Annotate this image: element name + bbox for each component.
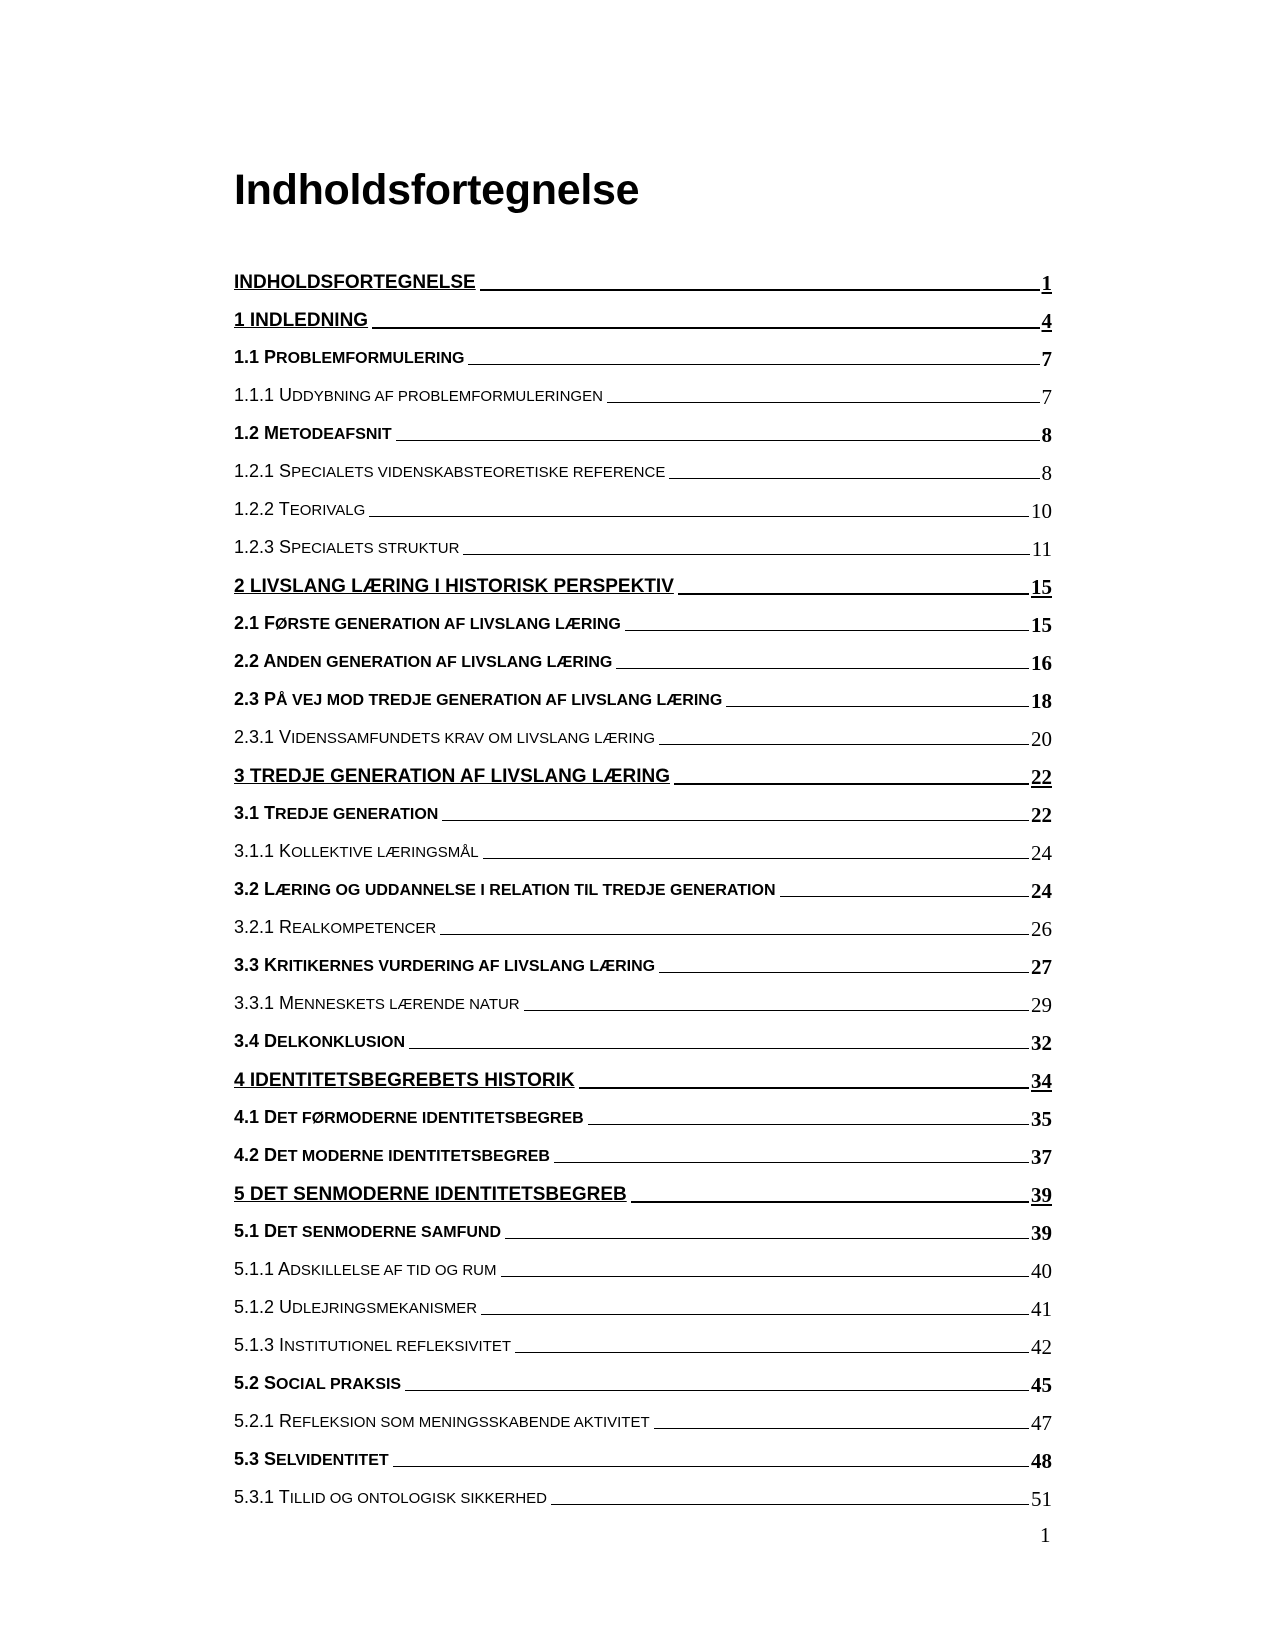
toc-entry-initial: S bbox=[279, 537, 292, 557]
toc-entry-page: 22 bbox=[1031, 765, 1052, 789]
toc-entry-page: 18 bbox=[1031, 689, 1052, 713]
toc-entry-text: NSTITUTIONEL REFLEKSIVITET bbox=[284, 1338, 512, 1355]
toc-leader-line bbox=[440, 933, 1029, 935]
toc-entry-page: 24 bbox=[1031, 841, 1052, 865]
toc-entry-text: PECIALETS VIDENSKABSTEORETISKE REFERENCE bbox=[291, 464, 666, 481]
toc-entry-text: RITIKERNES VURDERING AF LIVSLANG LÆRING bbox=[277, 958, 656, 975]
toc-entry-number: 3.3 bbox=[234, 955, 265, 975]
toc-entry-page: 15 bbox=[1031, 575, 1052, 599]
toc-entry[interactable] bbox=[234, 408, 1052, 446]
toc-entry-initial: P bbox=[264, 347, 277, 367]
toc-leader-line bbox=[442, 819, 1029, 821]
toc-entry-page: 7 bbox=[1041, 385, 1052, 409]
toc-entry-text: 5 DET SENMODERNE IDENTITETSBEGREB bbox=[234, 1184, 627, 1205]
toc-entry-label bbox=[234, 1220, 501, 1244]
toc-entry[interactable] bbox=[234, 1472, 1052, 1510]
toc-entry-text: ILLID OG ONTOLOGISK SIKKERHED bbox=[289, 1490, 548, 1507]
toc-leader-line bbox=[393, 1465, 1029, 1467]
toc-entry-initial: T bbox=[278, 499, 290, 519]
toc-entry-initial: M bbox=[279, 993, 295, 1013]
toc-entry-text: ELKONKLUSION bbox=[277, 1034, 406, 1051]
toc-entry[interactable] bbox=[234, 1130, 1052, 1168]
toc-entry[interactable] bbox=[234, 332, 1052, 370]
toc-entry-page: 41 bbox=[1031, 1297, 1052, 1321]
toc-entry-label bbox=[234, 1448, 389, 1472]
toc-entry-initial: D bbox=[264, 1107, 278, 1127]
toc-leader-line bbox=[659, 971, 1029, 973]
toc-leader-line bbox=[515, 1351, 1029, 1353]
toc-entry-initial: I bbox=[279, 1335, 285, 1355]
toc-entry-page: 39 bbox=[1031, 1183, 1052, 1207]
toc-entry[interactable] bbox=[234, 1016, 1052, 1054]
toc-entry[interactable] bbox=[234, 1434, 1052, 1472]
toc-entry-text: ELVIDENTITET bbox=[276, 1452, 389, 1469]
toc-entry-text: ROBLEMFORMULERING bbox=[276, 350, 465, 367]
toc-leader-line bbox=[780, 895, 1030, 897]
toc-entry-number: 2.2 bbox=[234, 651, 264, 671]
toc-leader-line bbox=[480, 288, 1040, 291]
toc-entry[interactable] bbox=[234, 294, 1052, 332]
toc-entry-initial: P bbox=[264, 689, 277, 709]
toc-entry-initial: M bbox=[264, 423, 280, 443]
toc-entry-number: 5.1.3 bbox=[234, 1335, 280, 1355]
toc-entry-label bbox=[234, 460, 665, 484]
toc-entry-page: 34 bbox=[1031, 1069, 1052, 1093]
toc-entry-page: 48 bbox=[1031, 1449, 1052, 1473]
toc-entry-label bbox=[234, 576, 674, 598]
toc-entry[interactable] bbox=[234, 940, 1052, 978]
toc-entry-label bbox=[234, 612, 621, 636]
toc-entry-label bbox=[234, 1372, 401, 1396]
toc-entry-page: 22 bbox=[1031, 803, 1052, 827]
toc-entry-number: 5.1 bbox=[234, 1221, 265, 1241]
toc-entry-text: DSKILLELSE AF TID OG RUM bbox=[290, 1262, 497, 1279]
toc-entry-page: 37 bbox=[1031, 1145, 1052, 1169]
toc-entry-label bbox=[234, 992, 520, 1016]
toc-entry-page: 10 bbox=[1031, 499, 1052, 523]
toc-entry-initial: R bbox=[279, 917, 293, 937]
toc-entry-label bbox=[234, 1410, 650, 1434]
toc-entry-initial: T bbox=[278, 1487, 290, 1507]
toc-entry-number: 1.2.3 bbox=[234, 537, 280, 557]
toc-entry-text: EALKOMPETENCER bbox=[292, 920, 437, 937]
toc-entry-label bbox=[234, 422, 392, 446]
toc-entry-text: INDHOLDSFORTEGNELSE bbox=[234, 272, 476, 293]
toc-entry-initial: A bbox=[263, 651, 277, 671]
toc-entry-initial: A bbox=[278, 1259, 291, 1279]
toc-entry-initial: S bbox=[264, 1373, 277, 1393]
toc-leader-line bbox=[654, 1427, 1029, 1429]
toc-entry[interactable] bbox=[234, 446, 1052, 484]
toc-entry-initial: F bbox=[264, 613, 276, 633]
toc-entry-page: 27 bbox=[1031, 955, 1052, 979]
toc-entry-page: 4 bbox=[1041, 309, 1052, 333]
toc-leader-line bbox=[726, 705, 1029, 707]
toc-entry-page: 51 bbox=[1031, 1487, 1052, 1511]
toc-entry-text: ØRSTE GENERATION AF LIVSLANG LÆRING bbox=[275, 616, 621, 633]
toc-entry-text: ETODEAFSNIT bbox=[279, 426, 392, 443]
toc-entry-text: DDYBNING AF PROBLEMFORMULERINGEN bbox=[292, 388, 603, 405]
toc-entry-page: 11 bbox=[1031, 537, 1052, 561]
toc-leader-line bbox=[669, 477, 1039, 479]
toc-entry-page: 47 bbox=[1031, 1411, 1052, 1435]
toc-entry-number: 1.1 bbox=[234, 347, 265, 367]
toc-leader-line bbox=[505, 1237, 1029, 1239]
toc-entry[interactable] bbox=[234, 1054, 1052, 1092]
toc-entry-text: ENNESKETS LÆRENDE NATUR bbox=[294, 996, 520, 1013]
toc-leader-line bbox=[616, 667, 1029, 669]
toc-entry-text: ET MODERNE IDENTITETSBEGREB bbox=[277, 1148, 550, 1165]
toc-leader-line bbox=[625, 629, 1029, 631]
toc-entry-initial: T bbox=[264, 803, 276, 823]
toc-entry-number: 3.2 bbox=[234, 879, 265, 899]
toc-entry[interactable] bbox=[234, 1358, 1052, 1396]
toc-entry-text: 3 TREDJE GENERATION AF LIVSLANG LÆRING bbox=[234, 766, 670, 787]
toc-entry-label bbox=[234, 1296, 477, 1320]
toc-entry-text: 4 IDENTITETSBEGREBETS HISTORIK bbox=[234, 1070, 575, 1091]
toc-entry-page: 42 bbox=[1031, 1335, 1052, 1359]
toc-entry-text: NDEN GENERATION AF LIVSLANG LÆRING bbox=[276, 654, 613, 671]
toc-entry-page: 1 bbox=[1041, 271, 1052, 295]
toc-entry-text: EORIVALG bbox=[289, 502, 366, 519]
toc-entry-page: 16 bbox=[1031, 651, 1052, 675]
toc-entry-text: 1 INDLEDNING bbox=[234, 310, 369, 331]
toc-entry[interactable] bbox=[234, 712, 1052, 750]
toc-entry-page: 39 bbox=[1031, 1221, 1052, 1245]
toc-entry-page: 40 bbox=[1031, 1259, 1052, 1283]
toc-entry-text: OLLEKTIVE LÆRINGSMÅL bbox=[291, 844, 479, 861]
toc-entry-number: 4.1 bbox=[234, 1107, 265, 1127]
toc-entry[interactable] bbox=[234, 1168, 1052, 1206]
toc-entry-initial: D bbox=[264, 1221, 278, 1241]
toc-entry-label bbox=[234, 840, 479, 864]
toc-leader-line bbox=[554, 1161, 1029, 1163]
toc-entry-page: 8 bbox=[1041, 423, 1052, 447]
toc-entry-label bbox=[234, 536, 459, 560]
toc-entry[interactable] bbox=[234, 1206, 1052, 1244]
toc-leader-line bbox=[372, 326, 1039, 329]
toc-entry-number: 2.3.1 bbox=[234, 727, 280, 747]
toc-entry-initial: D bbox=[264, 1031, 278, 1051]
toc-entry[interactable] bbox=[234, 560, 1052, 598]
toc-leader-line bbox=[405, 1389, 1029, 1391]
toc-entry-text: IDENSSAMFUNDETS KRAV OM LIVSLANG LÆRING bbox=[291, 730, 656, 747]
toc-entry-label bbox=[234, 1070, 575, 1092]
toc-entry[interactable] bbox=[234, 1282, 1052, 1320]
toc-entry-text: 2 LIVSLANG LÆRING I HISTORISK PERSPEKTIV bbox=[234, 576, 674, 597]
toc-leader-line bbox=[483, 857, 1029, 859]
toc-entry-initial: D bbox=[264, 1145, 278, 1165]
toc-entry-label bbox=[234, 384, 603, 408]
toc-entry[interactable] bbox=[234, 826, 1052, 864]
toc-entry-initial: L bbox=[264, 879, 276, 899]
toc-entry-page: 35 bbox=[1031, 1107, 1052, 1131]
toc-entry-initial: V bbox=[279, 727, 292, 747]
toc-entry-number: 5.3.1 bbox=[234, 1487, 279, 1507]
toc-entry-initial: K bbox=[264, 955, 278, 975]
toc-entry-page: 24 bbox=[1031, 879, 1052, 903]
toc-entry-label bbox=[234, 1106, 584, 1130]
toc-entry-number: 5.1.1 bbox=[234, 1259, 279, 1279]
toc-entry-initial: U bbox=[279, 1297, 293, 1317]
toc-entry-number: 5.2.1 bbox=[234, 1411, 280, 1431]
toc-leader-line bbox=[659, 743, 1029, 745]
toc-entry-page: 32 bbox=[1031, 1031, 1052, 1055]
page-title: Indholdsfortegnelse bbox=[234, 166, 640, 214]
toc-entry[interactable] bbox=[234, 674, 1052, 712]
toc-entry-page: 8 bbox=[1041, 461, 1052, 485]
toc-leader-line bbox=[631, 1200, 1029, 1203]
toc-entry-number: 5.3 bbox=[234, 1449, 265, 1469]
toc-entry-page: 45 bbox=[1031, 1373, 1052, 1397]
toc-entry[interactable] bbox=[234, 522, 1052, 560]
toc-entry-initial: K bbox=[279, 841, 292, 861]
toc-leader-line bbox=[678, 592, 1029, 595]
toc-entry-text: Å VEJ MOD TREDJE GENERATION AF LIVSLANG LÆRING bbox=[276, 692, 723, 709]
toc-entry-text: ET FØRMODERNE IDENTITETSBEGREB bbox=[277, 1110, 584, 1127]
toc-entry-number: 5.1.2 bbox=[234, 1297, 280, 1317]
toc-entry[interactable] bbox=[234, 370, 1052, 408]
toc-entry-number: 2.1 bbox=[234, 613, 265, 633]
toc-entry-number: 1.2.2 bbox=[234, 499, 279, 519]
toc-entry[interactable] bbox=[234, 1396, 1052, 1434]
toc-leader-line bbox=[607, 401, 1040, 403]
page-number: 1 bbox=[1040, 1523, 1051, 1547]
toc-entry[interactable] bbox=[234, 636, 1052, 674]
toc-entry[interactable] bbox=[234, 864, 1052, 902]
toc-entry-initial: S bbox=[279, 461, 292, 481]
toc-entry-page: 7 bbox=[1041, 347, 1052, 371]
toc-entry-number: 5.2 bbox=[234, 1373, 265, 1393]
toc-entry-number: 3.4 bbox=[234, 1031, 265, 1051]
toc-entry-text: ÆRING OG UDDANNELSE I RELATION TIL TREDJE GENERATION bbox=[275, 882, 776, 899]
toc-entry-label bbox=[234, 1334, 511, 1358]
toc-leader-line bbox=[588, 1123, 1029, 1125]
toc-entry-label bbox=[234, 766, 670, 788]
toc-entry[interactable] bbox=[234, 1320, 1052, 1358]
toc-entry-number: 3.1.1 bbox=[234, 841, 280, 861]
toc-entry-initial: S bbox=[264, 1449, 277, 1469]
toc-leader-line bbox=[551, 1503, 1029, 1505]
toc-entry-label bbox=[234, 1144, 550, 1168]
toc-leader-line bbox=[579, 1086, 1029, 1089]
toc-entry[interactable] bbox=[234, 788, 1052, 826]
toc-entry-label bbox=[234, 878, 776, 902]
toc-leader-line bbox=[501, 1275, 1029, 1277]
toc-entry-label bbox=[234, 650, 612, 674]
toc-entry[interactable] bbox=[234, 902, 1052, 940]
toc-entry[interactable] bbox=[234, 978, 1052, 1016]
toc-entry-number: 1.1.1 bbox=[234, 385, 280, 405]
toc-entry-text: EFLEKSION SOM MENINGSSKABENDE AKTIVITET bbox=[292, 1414, 650, 1431]
toc-entry-number: 1.2.1 bbox=[234, 461, 280, 481]
toc-entry-label bbox=[234, 310, 368, 332]
toc-entry-page: 20 bbox=[1031, 727, 1052, 751]
toc-leader-line bbox=[468, 363, 1039, 365]
toc-entry-label bbox=[234, 954, 655, 978]
toc-entry-text: REDJE GENERATION bbox=[275, 806, 439, 823]
toc-entry-number: 4.2 bbox=[234, 1145, 265, 1165]
toc-entry-label bbox=[234, 1486, 547, 1510]
toc-leader-line bbox=[524, 1009, 1029, 1011]
toc-entry-label bbox=[234, 272, 476, 294]
toc-entry-number: 3.2.1 bbox=[234, 917, 280, 937]
toc-entry-label bbox=[234, 498, 365, 522]
toc-entry-label bbox=[234, 916, 436, 940]
toc-entry-number: 3.1 bbox=[234, 803, 265, 823]
toc-entry-number: 3.3.1 bbox=[234, 993, 280, 1013]
toc-entry[interactable] bbox=[234, 484, 1052, 522]
toc-entry-number: 2.3 bbox=[234, 689, 265, 709]
toc-leader-line bbox=[481, 1313, 1029, 1315]
toc-entry[interactable] bbox=[234, 256, 1052, 294]
toc-entry-text: PECIALETS STRUKTUR bbox=[291, 540, 460, 557]
toc-entry-label bbox=[234, 688, 722, 712]
toc-entry-page: 26 bbox=[1031, 917, 1052, 941]
toc-leader-line bbox=[396, 439, 1040, 441]
toc-entry-label bbox=[234, 802, 438, 826]
toc-entry-label bbox=[234, 1258, 497, 1282]
toc-leader-line bbox=[409, 1047, 1029, 1049]
toc-leader-line bbox=[369, 515, 1029, 517]
toc-entry-text: ET SENMODERNE SAMFUND bbox=[277, 1224, 502, 1241]
toc-leader-line bbox=[674, 782, 1029, 785]
toc-entry-number: 1.2 bbox=[234, 423, 265, 443]
toc-entry[interactable] bbox=[234, 1092, 1052, 1130]
toc-entry-label bbox=[234, 1184, 627, 1206]
toc-entry-label bbox=[234, 1030, 405, 1054]
table-of-contents bbox=[234, 256, 1052, 1510]
toc-entry-text: OCIAL PRAKSIS bbox=[276, 1376, 402, 1393]
toc-entry-label bbox=[234, 346, 464, 370]
toc-entry-label bbox=[234, 726, 655, 750]
toc-entry-page: 15 bbox=[1031, 613, 1052, 637]
toc-entry-initial: R bbox=[279, 1411, 293, 1431]
toc-entry[interactable] bbox=[234, 1244, 1052, 1282]
toc-entry-initial: U bbox=[279, 385, 293, 405]
toc-entry[interactable] bbox=[234, 598, 1052, 636]
toc-entry-text: DLEJRINGSMEKANISMER bbox=[292, 1300, 478, 1317]
toc-entry[interactable] bbox=[234, 750, 1052, 788]
toc-entry-page: 29 bbox=[1031, 993, 1052, 1017]
toc-leader-line bbox=[463, 553, 1029, 555]
